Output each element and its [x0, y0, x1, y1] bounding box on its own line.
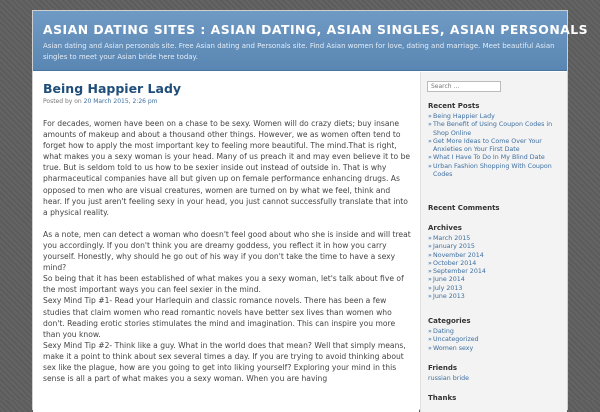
archive-link[interactable]: » July 2013: [428, 285, 560, 293]
recent-posts-list: [428, 113, 560, 179]
post-meta: [43, 98, 158, 105]
recent-posts-title: Recent Posts: [428, 102, 480, 110]
post-meta-prefix: Posted by: [43, 98, 73, 105]
main-content: [33, 72, 419, 412]
post-body: [43, 118, 411, 384]
site-title[interactable]: ASIAN DATING SITES : ASIAN DATING, ASIAN SINGLES, ASIAN PERSONALS: [43, 22, 589, 37]
friends-link[interactable]: russian bride: [428, 375, 469, 382]
archive-link[interactable]: » September 2014: [428, 268, 560, 276]
post-paragraph: As a note, men can detect a woman who doesn't feel good about who she is inside and will treat you accordingly. If you don't think you are dreamy goddess, you reflect it in how you carry yourself. Honestly, why should he go out of his way if you don't take the time to have a sexy mind?: [43, 229, 411, 273]
category-link[interactable]: » Women sexy: [428, 345, 560, 353]
recent-comments-title: Recent Comments: [428, 204, 500, 212]
post-meta-on: on: [74, 98, 82, 105]
post-paragraph: Sexy Mind Tip #2- Think like a guy. What in the world does that mean? Well that simply means, make it a point to think about sex several times a day. If you are trying to avoid thinking about sex like the plague, how are you going to get into liking yourself? Exploring your mind in this sense is all a part of what makes you a sexy woman. When you are having: [43, 340, 406, 384]
thanks-title: Thanks: [428, 394, 457, 402]
post-paragraph: For decades, women have been on a chase to be sexy. Women will do crazy diets; buy insane amounts of makeup and about a thousand other things. However, we as women often tend to forget how to apply the most important key to feeling more beautiful. The mind.That is right, what makes you a sexy woman is your head. Many of us preach it and may even believe it to be true. But is seldom told to us how to be sexier inside out instead of outside in. That is why pharmaceutical companies have all but given up on female performance enhancing drugs. As opposed to men who are visual creatures, women are turned on by what we feel, think and hear. If you just aren't feeling sexy in your head, you just cannot successfully translate that into a physical reality.: [43, 119, 411, 217]
site-header: [33, 11, 589, 71]
archives-list: [428, 235, 560, 301]
recent-post-link[interactable]: » Urban Fashion Shopping With Coupon Codes: [428, 163, 560, 180]
recent-post-link[interactable]: » Being Happier Lady: [428, 113, 560, 121]
archive-link[interactable]: » October 2014: [428, 260, 560, 268]
categories-list: [428, 328, 560, 353]
archive-link[interactable]: » January 2015: [428, 243, 560, 251]
friends-title: Friends: [428, 364, 458, 372]
recent-post-link[interactable]: » Get More Ideas to Come Over Your Anxieties on Your First Date: [428, 138, 560, 155]
sidebar: [420, 72, 567, 412]
site-description: Asian dating and Asian personals site. Free Asian dating and Personals site. Find Asian women for love, dating and marriage. Meet beautiful Asian singles to meet your Asian bride here today.: [43, 42, 555, 61]
post-title[interactable]: Being Happier Lady: [43, 81, 182, 96]
categories-title: Categories: [428, 317, 471, 325]
recent-post-link[interactable]: » What I Have To Do In My Blind Date: [428, 154, 560, 162]
category-link[interactable]: » Dating: [428, 328, 560, 336]
post-paragraph: Sexy Mind Tip #1- Read your Harlequin and classic romance novels. There has been a few studies that claim women who read romantic novels have better sex lives than women who don't. Reading erotic stories stimulates the mind and imagination. This can inspire you more than you know.: [43, 296, 396, 339]
post-paragraph: So being that it has been established of what makes you a sexy woman, let's talk about five of the most important ways you can feel sexier in the mind.: [43, 274, 404, 295]
page-wrapper: [32, 10, 589, 410]
recent-post-link[interactable]: » The Benefit of Using Coupon Codes in Shop Online: [428, 121, 560, 138]
category-link[interactable]: » Uncategorized: [428, 336, 560, 344]
archive-link[interactable]: » March 2015: [428, 235, 560, 243]
archives-title: Archives: [428, 224, 462, 232]
archive-link[interactable]: » June 2013: [428, 293, 560, 301]
archive-link[interactable]: » November 2014: [428, 252, 560, 260]
search-input[interactable]: [427, 81, 501, 92]
archive-link[interactable]: » June 2014: [428, 276, 560, 284]
post-date-link[interactable]: 20 March 2015, 2:26 pm: [83, 98, 158, 105]
